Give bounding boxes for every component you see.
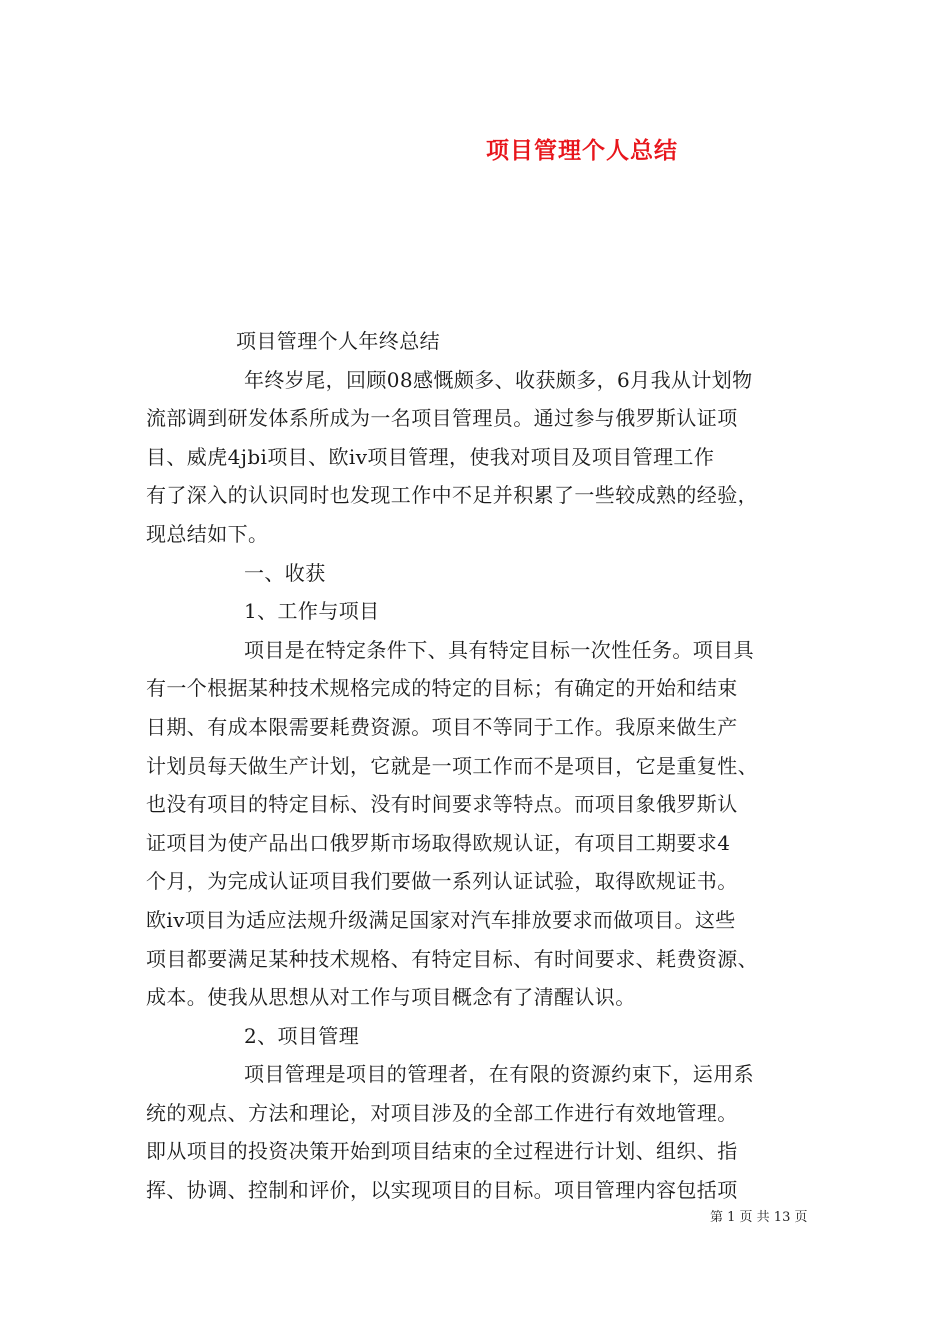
document-title: 项目管理个人总结 (486, 137, 678, 164)
paragraph-line: 有一个根据某种技术规格完成的特定的目标；有确定的开始和结束 (146, 676, 738, 701)
paragraph-line: 即从项目的投资决策开始到项目结束的全过程进行计划、组织、指 (146, 1139, 738, 1164)
paragraph-line: 成本。使我从思想从对工作与项目概念有了清醒认识。 (146, 985, 636, 1010)
paragraph-line: 欧iv项目为适应法规升级满足国家对汽车排放要求而做项目。这些 (146, 907, 736, 932)
document-body (146, 322, 816, 1210)
subsection-heading: 1、工作与项目 (244, 599, 380, 624)
paragraph-line: 流部调到研发体系所成为一名项目管理员。通过参与俄罗斯认证项 (146, 406, 738, 431)
paragraph-line: 证项目为使产品出口俄罗斯市场取得欧规认证，有项目工期要求4 (146, 830, 731, 855)
paragraph-line: 个月，为完成认证项目我们要做一系列认证试验，取得欧规证书。 (146, 869, 738, 894)
subsection-heading: 2、项目管理 (244, 1023, 360, 1048)
paragraph-line: 项目是在特定条件下、具有特定目标一次性任务。项目具 (244, 637, 754, 662)
paragraph-line: 项目都要满足某种技术规格、有特定目标、有时间要求、耗费资源、 (146, 946, 758, 971)
paragraph-line: 项目管理是项目的管理者，在有限的资源约束下，运用系 (244, 1062, 754, 1087)
paragraph-line: 现总结如下。 (146, 521, 269, 546)
section-heading: 一、收获 (244, 560, 326, 585)
paragraph-line: 统的观点、方法和理论，对项目涉及的全部工作进行有效地管理。 (146, 1100, 738, 1125)
paragraph-line: 计划员每天做生产计划，它就是一项工作而不是项目，它是重复性、 (146, 753, 758, 778)
paragraph-line: 也没有项目的特定目标、没有时间要求等特点。而项目象俄罗斯认 (146, 792, 738, 817)
paragraph-line: 目、威虎4jbi项目、欧iv项目管理，使我对项目及项目管理工作 (146, 444, 715, 469)
paragraph-line: 挥、协调、控制和评价，以实现项目的目标。项目管理内容包括项 (146, 1178, 738, 1203)
page-number: 第 1 页 共 13 页 (710, 1210, 808, 1225)
paragraph-line: 有了深入的认识同时也发现工作中不足并积累了一些较成熟的经验， (146, 483, 758, 508)
paragraph-line: 年终岁尾，回顾08感慨颇多、收获颇多，6月我从计划物 (244, 367, 753, 392)
subtitle-line: 项目管理个人年终总结 (236, 329, 440, 353)
paragraph-line: 日期、有成本限需要耗费资源。项目不等同于工作。我原来做生产 (146, 714, 738, 739)
